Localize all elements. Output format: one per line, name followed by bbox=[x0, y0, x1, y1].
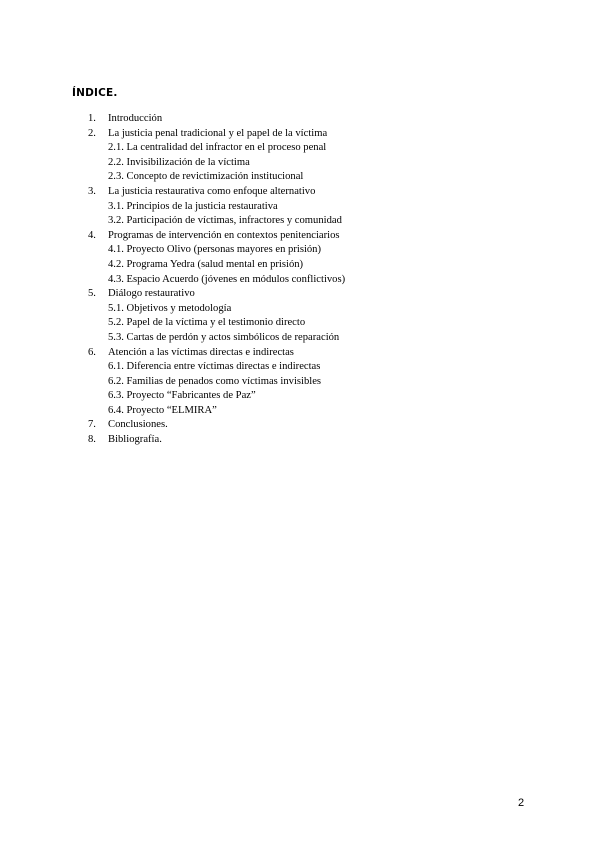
index-title: ÍNDICE. bbox=[72, 87, 118, 99]
toc-item-number: 7. bbox=[88, 419, 96, 431]
toc-item-number: 3. bbox=[88, 185, 96, 197]
toc-item-number: 5. bbox=[88, 288, 96, 300]
toc-item-title: La justicia restaurativa como enfoque alternativo bbox=[108, 185, 316, 197]
toc-subitem-title: 3.1. Principios de la justicia restaurativa bbox=[108, 200, 278, 212]
toc-item bbox=[0, 127, 600, 142]
toc-subitem bbox=[0, 170, 600, 185]
toc-item-number: 8. bbox=[88, 434, 96, 446]
toc-subitem-title: 2.3. Concepto de revictimización institucional bbox=[108, 171, 304, 183]
toc-item-title: Diálogo restaurativo bbox=[108, 288, 195, 300]
toc-subitem bbox=[0, 404, 600, 419]
table-of-contents bbox=[0, 112, 600, 448]
toc-item-number: 4. bbox=[88, 229, 96, 241]
toc-subitem-title: 5.2. Papel de la víctima y el testimonio directo bbox=[108, 317, 306, 329]
toc-item bbox=[0, 287, 600, 302]
toc-subitem-title: 2.1. La centralidad del infractor en el proceso penal bbox=[108, 142, 327, 154]
toc-subitem bbox=[0, 302, 600, 317]
toc-item-title: Atención a las víctimas directas e indirectas bbox=[108, 346, 294, 358]
page-number: 2 bbox=[518, 797, 525, 809]
toc-item bbox=[0, 185, 600, 200]
toc-subitem-title: 4.3. Espacio Acuerdo (jóvenes en módulos conflictivos) bbox=[108, 273, 346, 285]
toc-subitem bbox=[0, 243, 600, 258]
toc-subitem bbox=[0, 316, 600, 331]
toc-subitem bbox=[0, 273, 600, 288]
toc-subitem bbox=[0, 156, 600, 171]
toc-subitem-title: 2.2. Invisibilización de la víctima bbox=[108, 156, 250, 168]
toc-subitem bbox=[0, 331, 600, 346]
toc-subitem bbox=[0, 360, 600, 375]
toc-item-title: Bibliografía. bbox=[108, 434, 162, 446]
toc-subitem-title: 5.3. Cartas de perdón y actos simbólicos de reparación bbox=[108, 331, 340, 343]
toc-item bbox=[0, 418, 600, 433]
toc-subitem-title: 6.4. Proyecto “ELMIRA” bbox=[108, 404, 217, 416]
toc-item bbox=[0, 433, 600, 448]
toc-subitem bbox=[0, 389, 600, 404]
toc-item-number: 1. bbox=[88, 113, 96, 124]
toc-item bbox=[0, 229, 600, 244]
toc-subitem bbox=[0, 375, 600, 390]
toc-subitem-title: 6.2. Familias de penados como víctimas invisibles bbox=[108, 375, 322, 387]
toc-item bbox=[0, 112, 600, 127]
toc-item bbox=[0, 346, 600, 361]
toc-subitem bbox=[0, 258, 600, 273]
toc-item-number: 6. bbox=[88, 346, 96, 358]
toc-subitem bbox=[0, 200, 600, 215]
toc-item-title: Introducción bbox=[108, 113, 163, 124]
toc-subitem-title: 3.2. Participación de víctimas, infractores y comunidad bbox=[108, 215, 342, 227]
toc-subitem bbox=[0, 141, 600, 156]
toc-subitem-title: 6.3. Proyecto “Fabricantes de Paz” bbox=[108, 390, 256, 402]
toc-subitem bbox=[0, 214, 600, 229]
toc-subitem-title: 4.2. Programa Yedra (salud mental en prisión) bbox=[108, 258, 304, 270]
toc-subitem-title: 5.1. Objetivos y metodología bbox=[108, 302, 232, 314]
toc-subitem-title: 6.1. Diferencia entre víctimas directas e indirectas bbox=[108, 361, 321, 373]
toc-subitem-title: 4.1. Proyecto Olivo (personas mayores en prisión) bbox=[108, 244, 322, 256]
toc-item-title: Conclusiones. bbox=[108, 419, 168, 431]
toc-item-title: La justicia penal tradicional y el papel de la víctima bbox=[108, 127, 328, 139]
toc-item-number: 2. bbox=[88, 127, 96, 139]
toc-item-title: Programas de intervención en contextos penitenciarios bbox=[108, 229, 340, 241]
